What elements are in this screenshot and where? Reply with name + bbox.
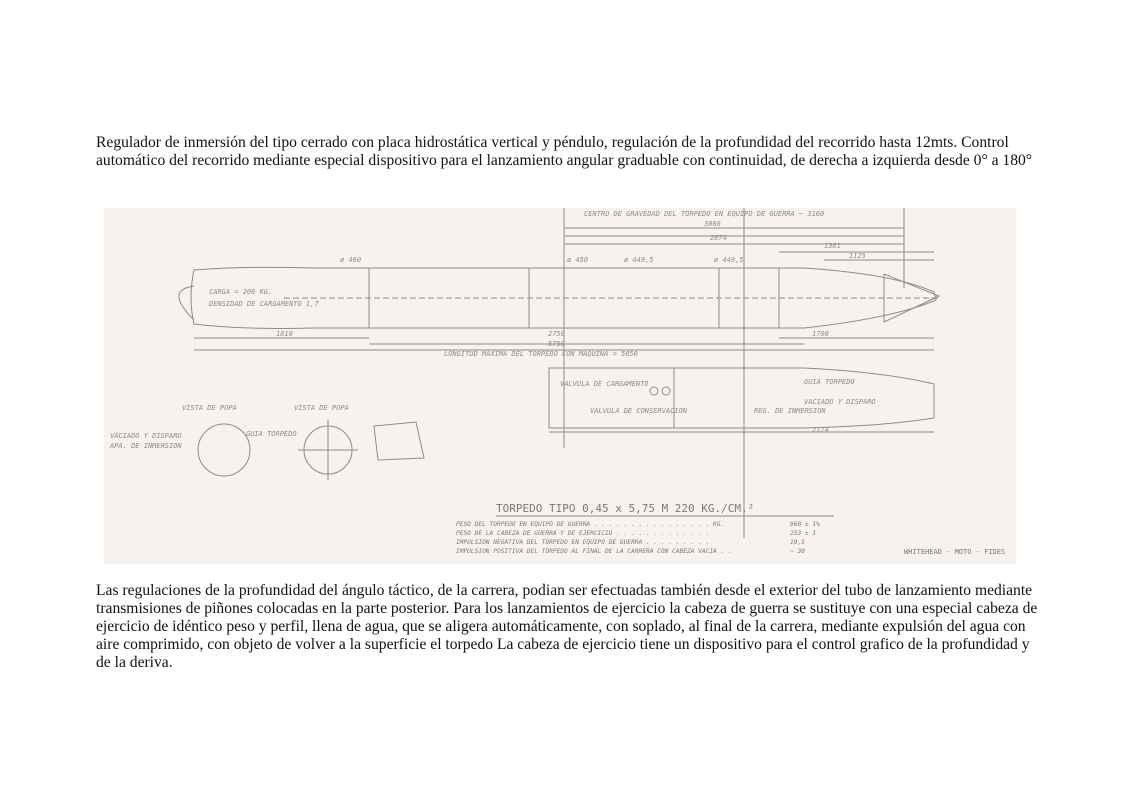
svg-text:ø 460: ø 460 [340, 256, 362, 264]
svg-text:VISTA DE POPA: VISTA DE POPA [294, 404, 349, 412]
svg-text:3008: 3008 [704, 220, 721, 228]
svg-text:VISTA DE POPA: VISTA DE POPA [182, 404, 237, 412]
svg-text:VACIADO Y DISPARO: VACIADO Y DISPARO [804, 398, 876, 406]
svg-text:REG. DE INMERSION: REG. DE INMERSION [754, 407, 826, 415]
svg-text:WHITEHEAD - MOTO - FIDES: WHITEHEAD - MOTO - FIDES [904, 548, 1006, 556]
svg-text:CARGA = 200 KG.: CARGA = 200 KG. [209, 288, 273, 296]
svg-text:ø 450: ø 450 [567, 256, 589, 264]
svg-text:LONGITUD MAXIMA DEL TORPEDO CO: LONGITUD MAXIMA DEL TORPEDO CON MAQUINA = 5050 [444, 350, 638, 358]
svg-text:CENTRO DE GRAVEDAD DEL TORPEDO: CENTRO DE GRAVEDAD DEL TORPEDO EN EQUIPO DE GUERRA ~ 3160 [584, 210, 825, 218]
svg-text:ø 449,5: ø 449,5 [624, 256, 654, 264]
svg-text:2750: 2750 [548, 330, 565, 338]
svg-text:960 ± 1%: 960 ± 1% [790, 521, 820, 528]
torpedo-technical-drawing [104, 208, 1016, 564]
intro-paragraph: Regulador de inmersión del tipo cerrado con placa hidrostática vertical y péndulo, regulación de la profundidad del recorrido hasta 12mts. Control automático del recorrido mediante especial dispositivo para el lanzamiento angular graduable con continuidad, de derecha a izquierda desde 0° a 180° [96, 134, 1033, 169]
svg-text:~ 30: ~ 30 [790, 548, 805, 555]
svg-text:2874: 2874 [710, 234, 727, 242]
svg-text:5750: 5750 [548, 340, 565, 348]
svg-text:2174: 2174 [812, 426, 829, 434]
svg-text:253 ± 1: 253 ± 1 [790, 530, 817, 537]
svg-text:VALVULA DE CARGAMENTO: VALVULA DE CARGAMENTO [560, 380, 649, 388]
svg-text:VALVULA DE CONSERVACION: VALVULA DE CONSERVACION [590, 407, 687, 415]
svg-text:GUIA TORPEDO: GUIA TORPEDO [246, 430, 297, 438]
svg-text:IMPULSION NEGATIVA DEL TORPEDO: IMPULSION NEGATIVA DEL TORPEDO EN EQUIPO DE GUERRA . . . . . . . . . [456, 539, 710, 546]
svg-text:PESO DEL TORPEDO EN EQUIPO DE: PESO DEL TORPEDO EN EQUIPO DE GUERRA . . . . . . . . . . . . . . . . KG. [456, 521, 725, 528]
svg-text:19,5: 19,5 [790, 539, 805, 546]
svg-text:PESO DE LA CABEZA DE GUERRA Y: PESO DE LA CABEZA DE GUERRA Y DE EJERCICIO . . . . . . . . . . . . . [456, 530, 710, 537]
svg-text:TORPEDO TIPO 0,45 x 5,75 M: TORPEDO TIPO 0,45 x 5,75 M 220 KG./CM.² [496, 502, 755, 515]
svg-text:1810: 1810 [276, 330, 293, 338]
svg-text:ø 449,5: ø 449,5 [714, 256, 744, 264]
svg-text:APA. DE INMERSION: APA. DE INMERSION [110, 442, 182, 450]
regulation-paragraph: Las regulaciones de la profundidad del ángulo táctico, de la carrera, podian ser efectuadas también desde el exterior del tubo de lanzamiento mediante transmisiones de piñones colocadas en la parte posterior. Para los lanzamientos de ejercicio la cabeza de guerra se sustituye con una especial cabeza de ejercicio de idéntico peso y perfil, llena de agua, que se aligera automáticamente, con soplado, al final de la carrera, mediante expulsión del agua con aire comprimido, con objeto de volver a la superficie el torpedo La cabeza de ejercicio tiene un dispositivo para el control grafico de la profundidad y de la deriva. [96, 582, 1038, 671]
svg-text:DENSIDAD DE CARGAMENTO 1,7: DENSIDAD DE CARGAMENTO 1,7 [209, 300, 319, 308]
svg-text:1700: 1700 [812, 330, 829, 338]
svg-text:VACIADO Y DISPARO: VACIADO Y DISPARO [110, 432, 182, 440]
svg-text:GUIA TORPEDO: GUIA TORPEDO [804, 378, 855, 386]
svg-text:1125: 1125 [849, 252, 866, 260]
svg-text:IMPULSION POSITIVA DEL TORPEDO: IMPULSION POSITIVA DEL TORPEDO AL FINAL DE LA CARRERA CON CABEZA VACIA . . [456, 548, 732, 555]
svg-text:1381: 1381 [824, 242, 841, 250]
